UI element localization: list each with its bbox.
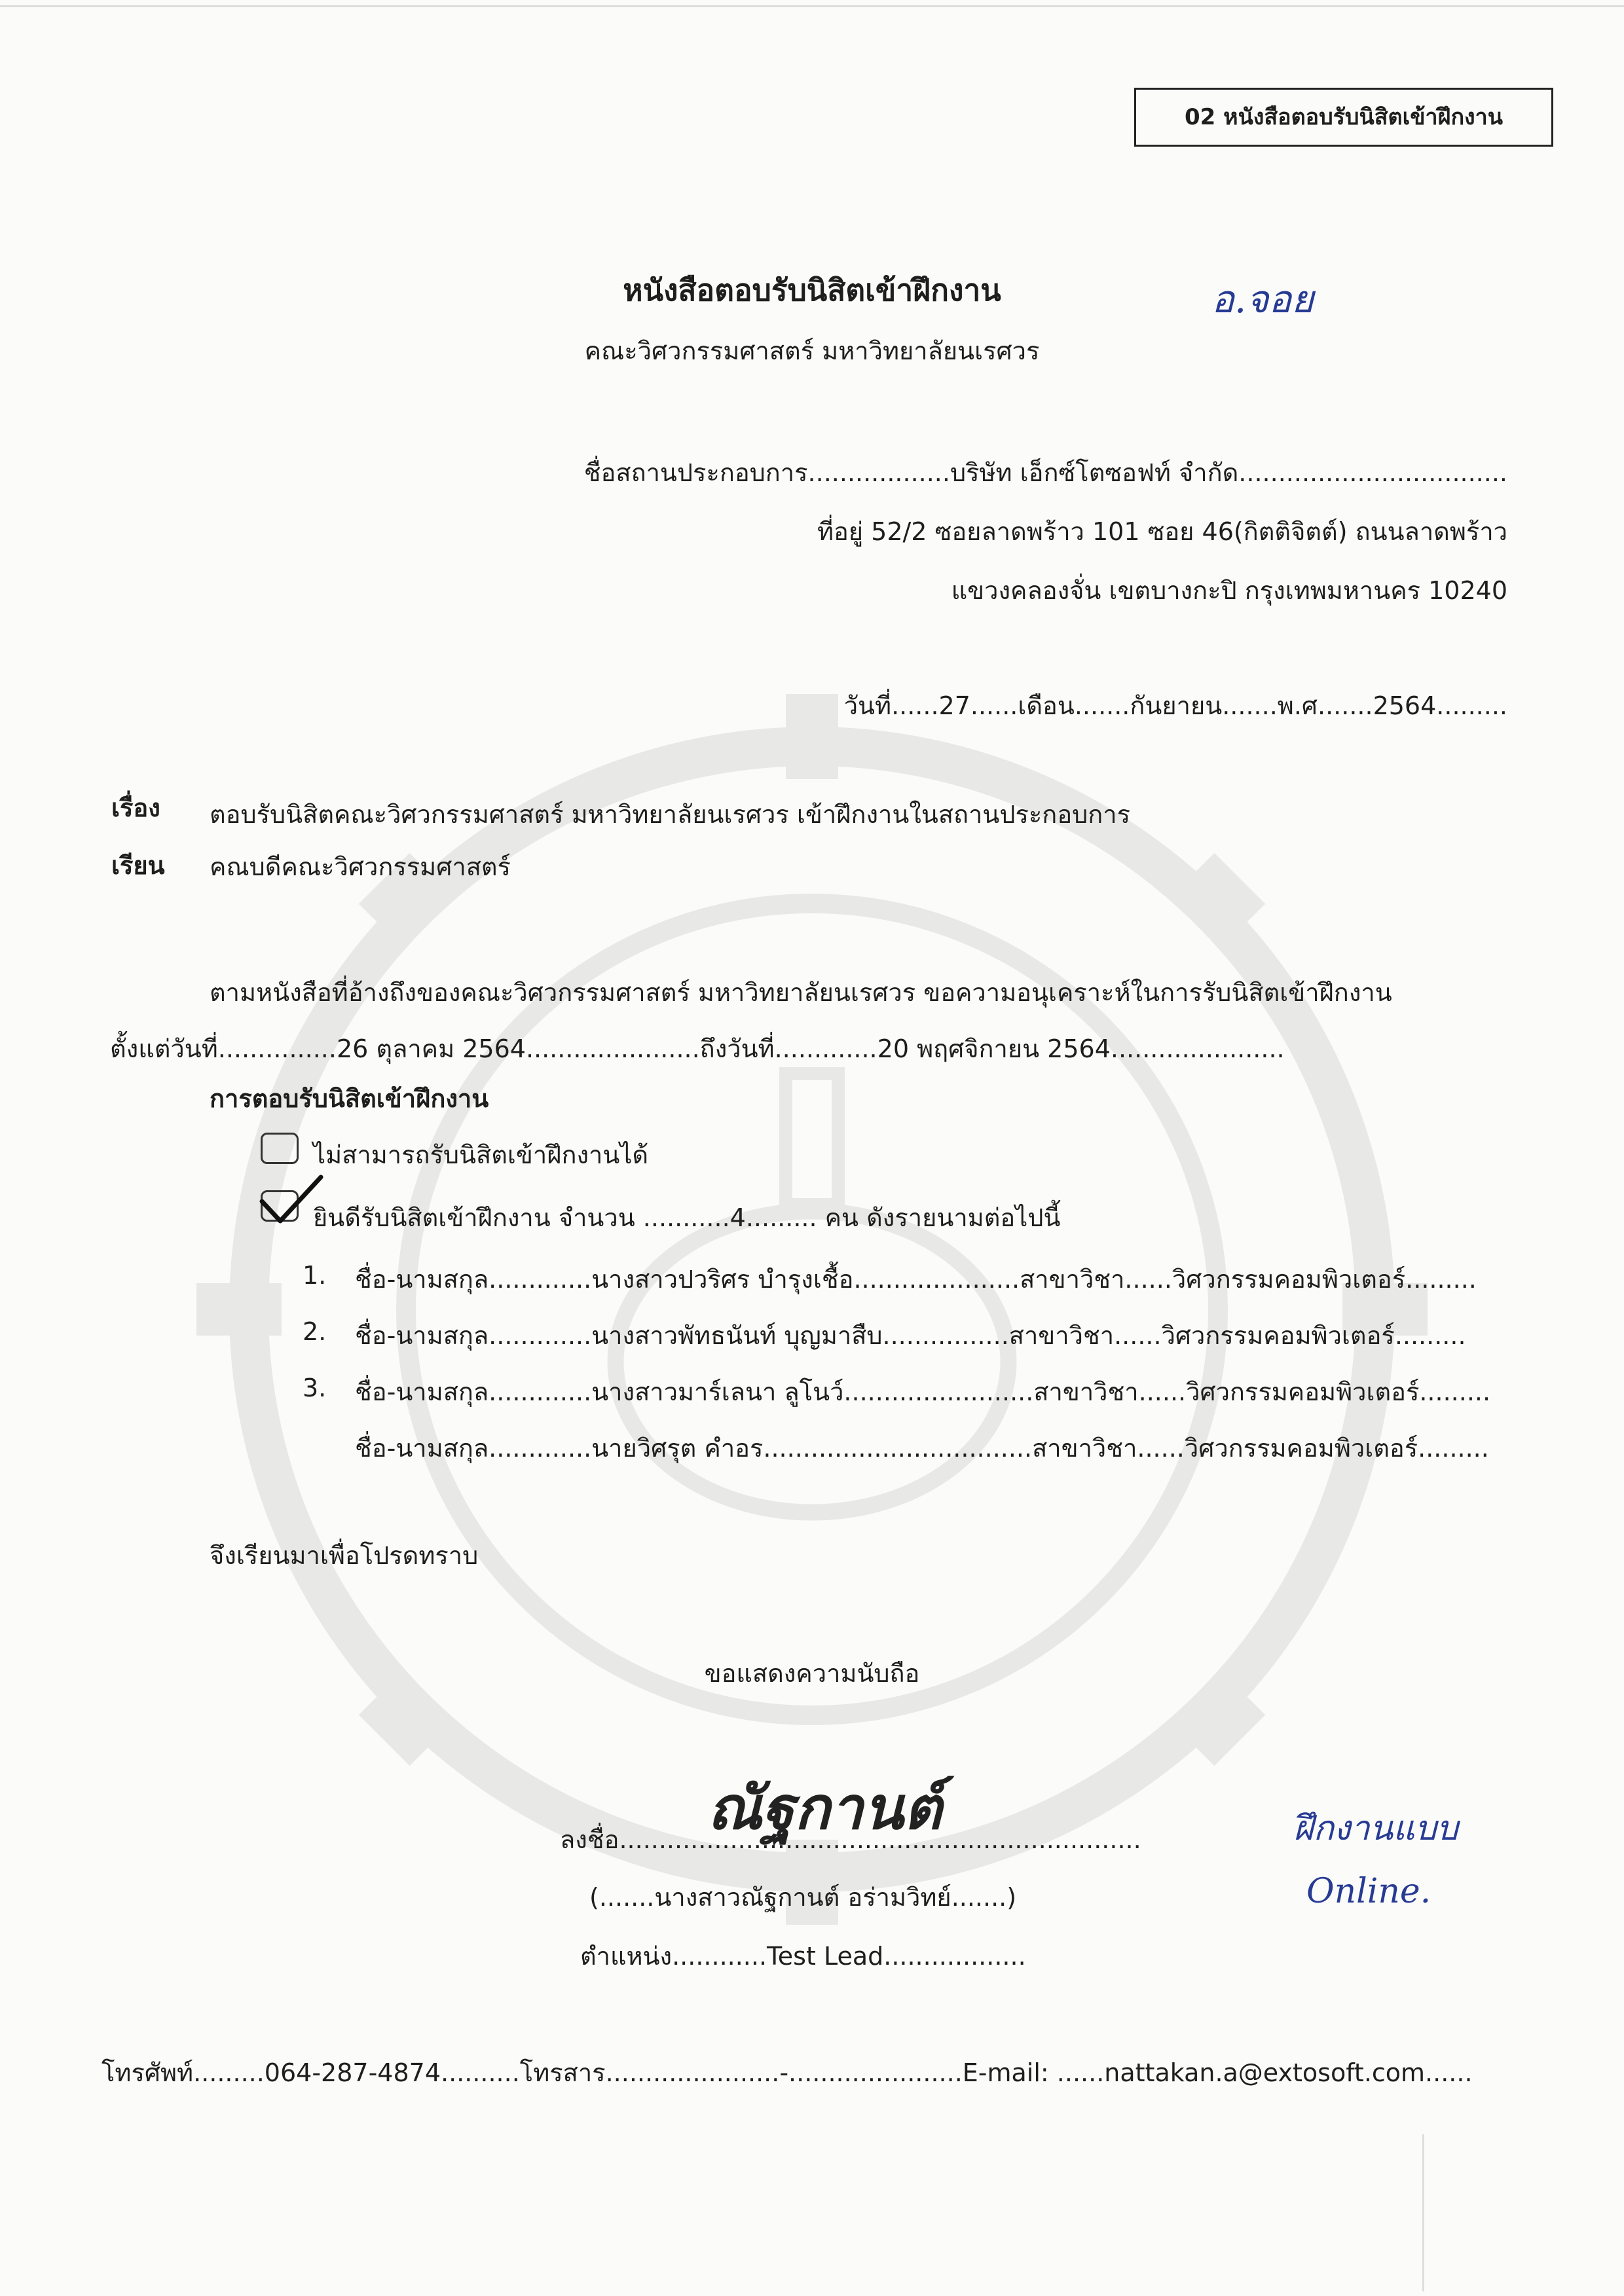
date-line: วันที่......27......เดือน.......กันยายน.......พ.ศ.......2564.........: [843, 691, 1507, 720]
regards-text: ขอแสดงความนับถือ: [704, 1659, 920, 1688]
body-paragraph-line-2: ตั้งแต่วันที่...............26 ตุลาคม 2564......................ถึงวันที่.............20 พฤศจิกายน 2564......................: [110, 1034, 1285, 1063]
accept-option-label: ยินดีรับนิสิตเข้าฝึกงาน จำนวน ...........4......... คน ดังรายนามต่อไปนี้: [313, 1203, 1061, 1232]
student-number: 1.: [303, 1261, 327, 1290]
student-row: ชื่อ-นามสกุล.............นางสาวมาร์เลนา ลูโนว์........................สาขาวิชา......วิศวกรรมคอมพิวเตอร์.........: [355, 1377, 1491, 1406]
section-heading: การตอบรับนิสิตเข้าฝึกงาน: [210, 1084, 489, 1113]
document-title: หนังสือตอบรับนิสิตเข้าฝึกงาน: [623, 272, 1001, 308]
decline-checkbox[interactable]: [261, 1133, 299, 1164]
document-subtitle: คณะวิศวกรรมศาสตร์ มหาวิทยาลัยนเรศวร: [584, 337, 1040, 365]
signature-line: ลงชื่อ..................................................................: [560, 1825, 1141, 1854]
recipient-label: เรียน: [111, 851, 165, 880]
handwritten-note-line: ฝึกงานแบบ: [1293, 1809, 1458, 1848]
handwritten-note-line: Online.: [1306, 1872, 1431, 1911]
company-name-line: ชื่อสถานประกอบการ..................บริษัท เอ็กซ์โตซอฟท์ จำกัด..................................: [583, 458, 1507, 487]
handwritten-note-online: [1293, 1797, 1458, 1923]
body-paragraph-line-1: ตามหนังสือที่อ้างถึงของคณะวิศวกรรมศาสตร์ มหาวิทยาลัยนเรศวร ขอความอนุเคราะห์ในการรับนิสิตเข้าฝึกงาน: [210, 978, 1392, 1007]
subject-label: เรื่อง: [111, 793, 160, 822]
student-row: ชื่อ-นามสกุล.............นางสาวปวริศร บำรุงเชื้อ.....................สาขาวิชา......วิศวกรรมคอมพิวเตอร์.........: [355, 1265, 1477, 1294]
closing-text: จึงเรียนมาเพื่อโปรดทราบ: [210, 1541, 479, 1570]
student-number: 2.: [303, 1317, 327, 1346]
contact-line: โทรศัพท์.........064-287-4874..........โทรสาร......................-......................E-mail: ......nattakan.a@extosoft.com......: [101, 2058, 1473, 2087]
recipient-text: คณบดีคณะวิศวกรรมศาสตร์: [210, 852, 511, 881]
handwritten-signature: ณัฐกานต์: [707, 1774, 942, 1843]
decline-option-label: ไม่สามารถรับนิสิตเข้าฝึกงานได้: [313, 1140, 649, 1169]
company-address-line-1: ที่อยู่ 52/2 ซอยลาดพร้าว 101 ซอย 46(กิตติจิตต์) ถนนลาดพร้าว: [817, 517, 1507, 546]
scan-edge-line: [1422, 2134, 1424, 2291]
handwritten-note-top: อ.จอย: [1211, 277, 1314, 321]
student-row: ชื่อ-นามสกุล.............นางสาวพัทธนันท์ บุญมาสืบ................สาขาวิชา......วิศวกรรมคอมพิวเตอร์.........: [355, 1321, 1466, 1350]
scan-edge-line: [0, 5, 1624, 7]
student-number: 3.: [303, 1374, 327, 1402]
form-code-box: 02 หนังสือตอบรับนิสิตเข้าฝึกงาน: [1134, 88, 1553, 147]
subject-text: ตอบรับนิสิตคณะวิศวกรรมศาสตร์ มหาวิทยาลัยนเรศวร เข้าฝึกงานในสถานประกอบการ: [210, 800, 1131, 829]
company-address-line-2: แขวงคลองจั่น เขตบางกะปิ กรุงเทพมหานคร 10240: [951, 576, 1507, 605]
signer-position-line: ตำแหน่ง............Test Lead..................: [580, 1942, 1026, 1971]
signer-name-line: (.......นางสาวณัฐกานต์ อร่ามวิทย์.......): [589, 1883, 1017, 1912]
student-row: ชื่อ-นามสกุล.............นายวิศรุต คำอร..................................สาขาวิชา......วิศวกรรมคอมพิวเตอร์.........: [355, 1434, 1489, 1463]
